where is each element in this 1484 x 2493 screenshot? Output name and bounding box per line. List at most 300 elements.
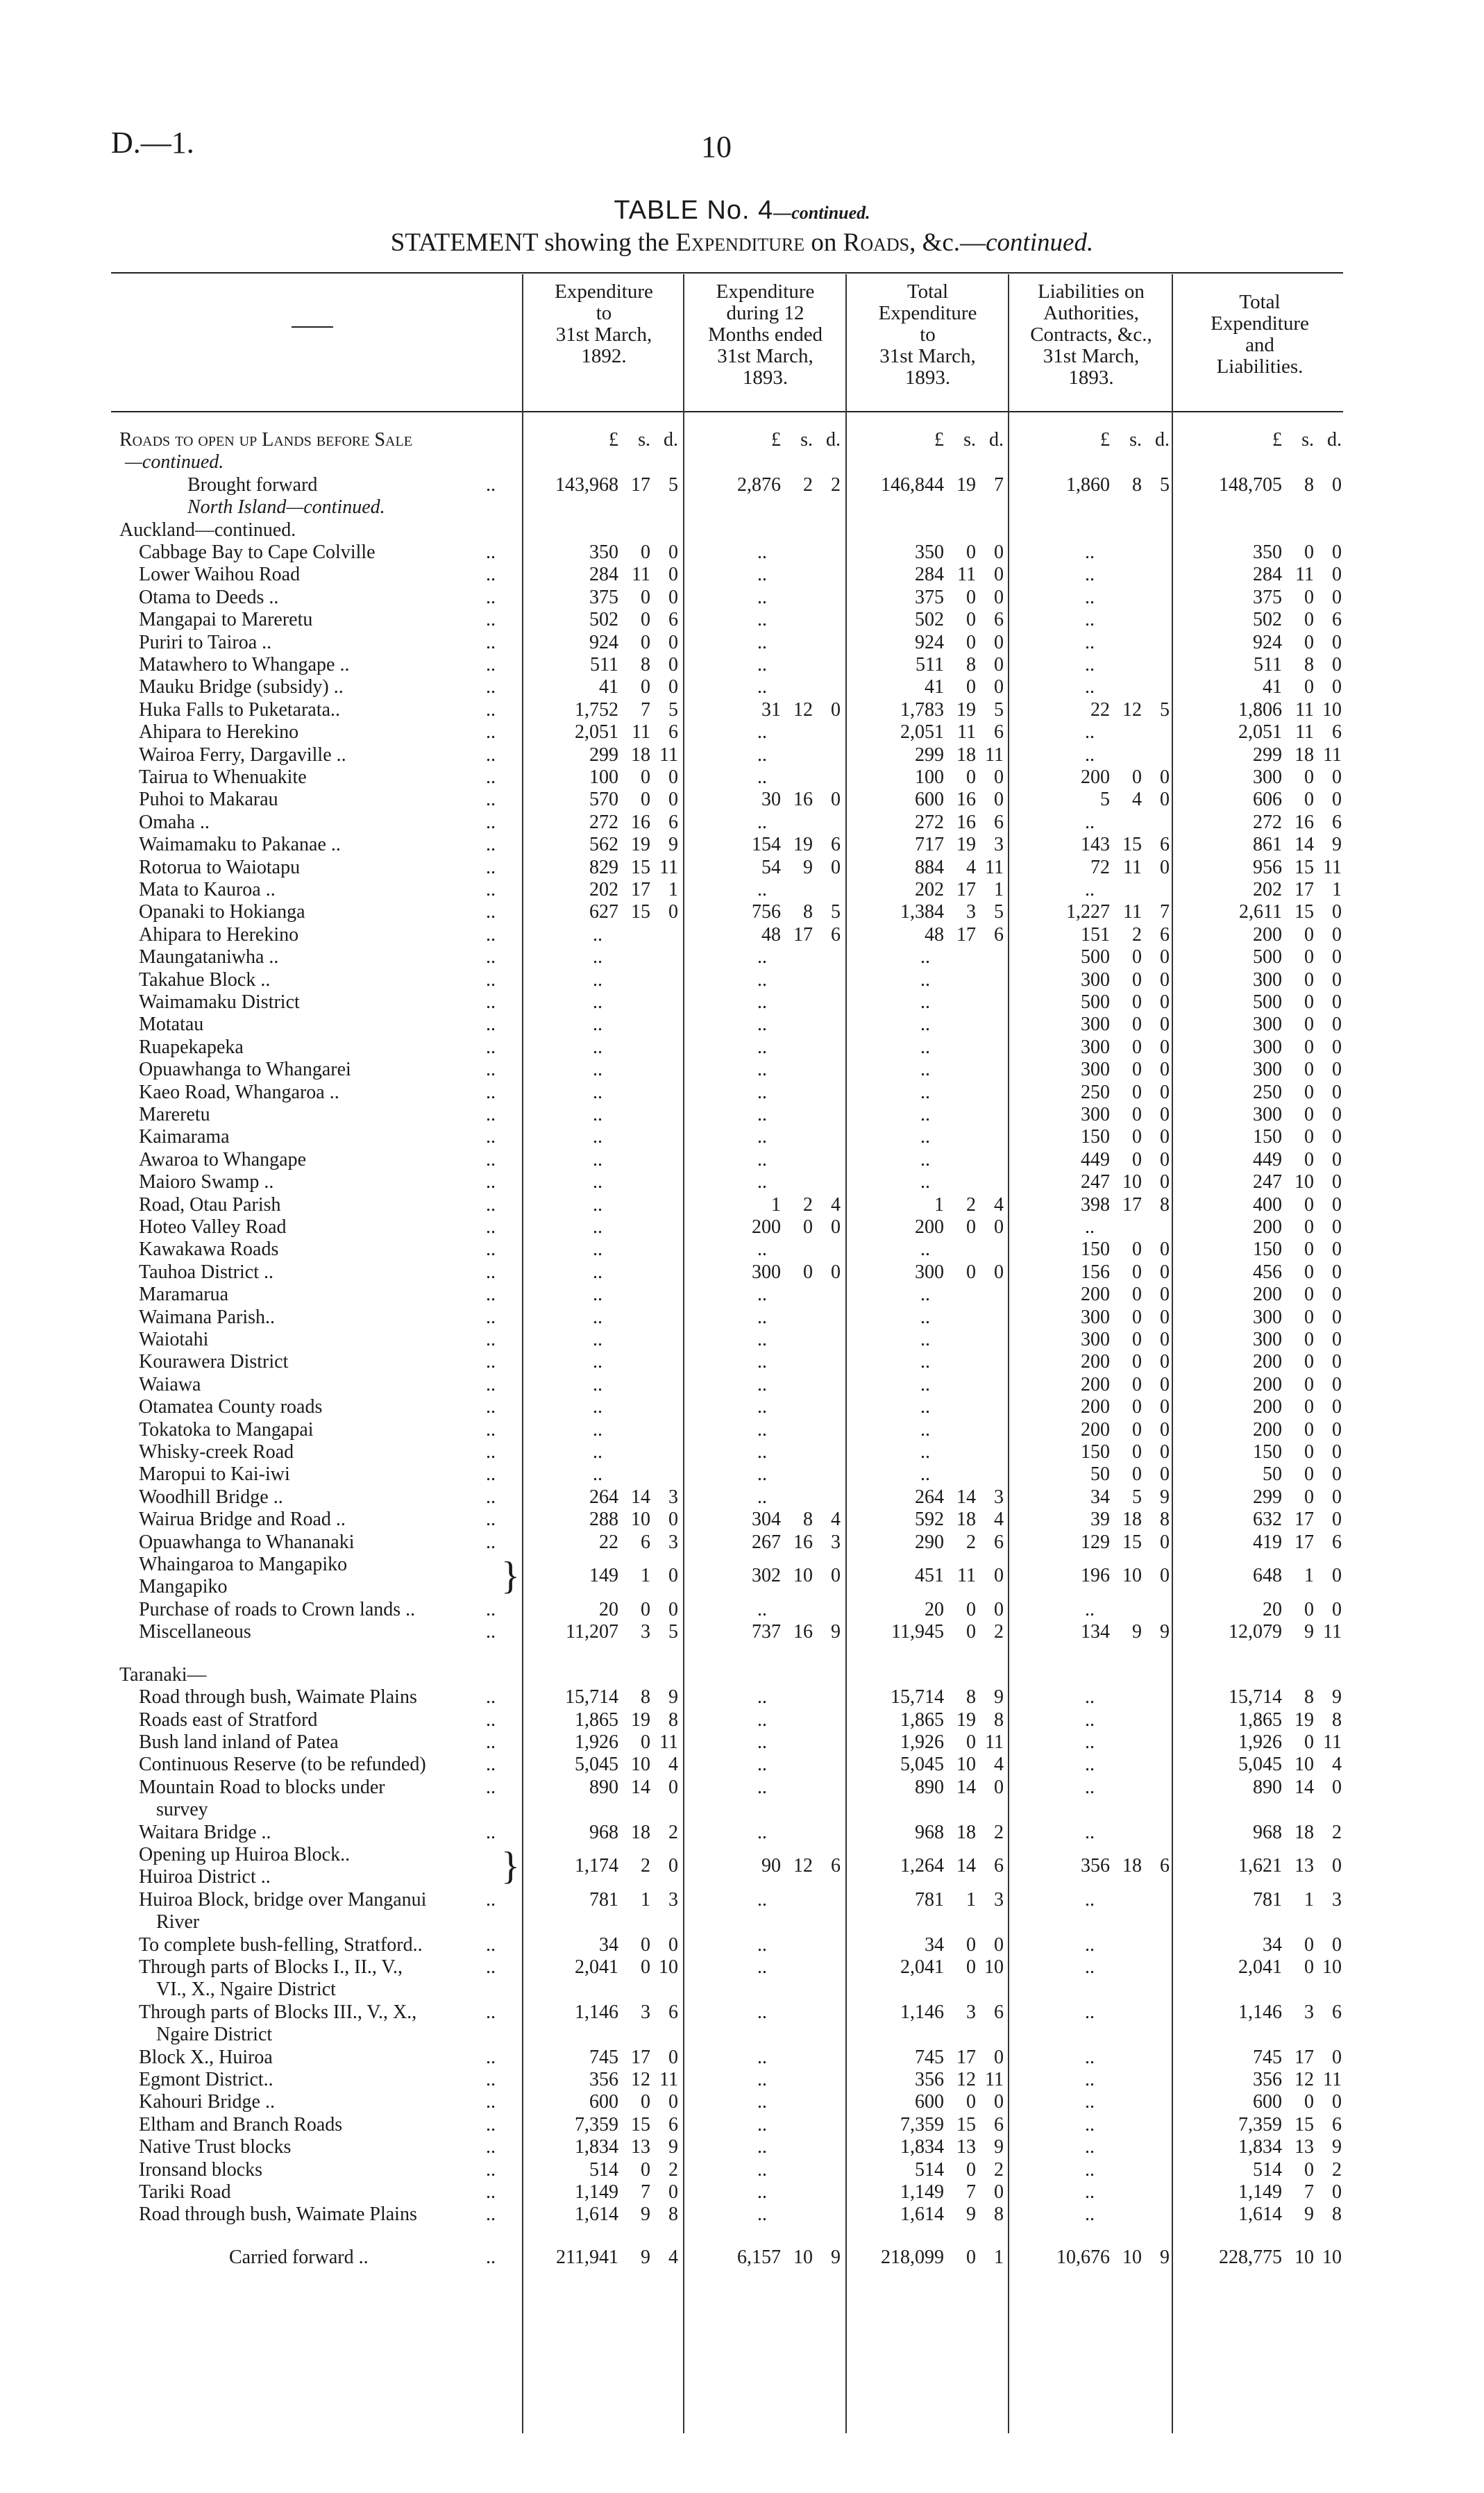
amount-cell bbox=[1177, 1822, 1342, 1844]
nil-cell: .. bbox=[920, 1149, 930, 1170]
pounds: £ bbox=[609, 429, 618, 451]
row-label: Kahouri Bridge .. bbox=[139, 2091, 275, 2113]
label-column-dash bbox=[292, 326, 333, 328]
amount-cell bbox=[1177, 2136, 1342, 2158]
shillings: 0 bbox=[966, 766, 976, 788]
shillings: 19 bbox=[631, 834, 650, 855]
amount-cell bbox=[1177, 2069, 1342, 2091]
table-row bbox=[0, 766, 1484, 789]
pounds: 54 bbox=[761, 857, 781, 878]
pence: 6 bbox=[1332, 1531, 1342, 1553]
pounds: 39 bbox=[1090, 1509, 1110, 1530]
pence: 11 bbox=[1323, 2069, 1342, 2090]
amount-cell bbox=[1010, 1509, 1170, 1531]
row-label: Tokatoka to Mangapai bbox=[139, 1419, 314, 1441]
pence: 0 bbox=[1160, 1565, 1170, 1586]
nil-cell: .. bbox=[757, 969, 767, 991]
pence: 0 bbox=[1332, 969, 1342, 991]
pounds: 1,146 bbox=[1238, 2001, 1282, 2023]
pence: 0 bbox=[1332, 1126, 1342, 1148]
pence: 0 bbox=[1332, 789, 1342, 810]
pounds: 1,146 bbox=[575, 2001, 618, 2023]
nil-cell: .. bbox=[757, 2136, 767, 2158]
amount-cell bbox=[517, 1565, 678, 1587]
pounds: 50 bbox=[1090, 1463, 1110, 1485]
nil-cell: .. bbox=[757, 676, 767, 698]
column-rule bbox=[1172, 274, 1173, 2433]
amount-cell bbox=[1177, 474, 1342, 496]
nil-cell: .. bbox=[1085, 1956, 1095, 1978]
pounds: 129 bbox=[1081, 1531, 1110, 1553]
shillings: 0 bbox=[1132, 969, 1142, 991]
amount-cell bbox=[517, 2247, 678, 2269]
nil-cell: .. bbox=[757, 1059, 767, 1080]
pounds: 375 bbox=[915, 587, 944, 608]
pounds: 247 bbox=[1081, 1171, 1110, 1193]
pounds: 884 bbox=[915, 857, 944, 878]
amount-cell bbox=[517, 2181, 678, 2204]
pounds: 1,614 bbox=[1238, 2204, 1282, 2225]
pence: 2 bbox=[668, 2159, 678, 2181]
shillings: 0 bbox=[966, 2091, 976, 2113]
pence: 6 bbox=[1332, 2114, 1342, 2135]
shillings: 0 bbox=[1304, 969, 1314, 991]
amount-cell bbox=[1177, 1171, 1342, 1193]
pounds: 781 bbox=[1253, 1889, 1282, 1911]
table-row bbox=[0, 1799, 1484, 1821]
nil-cell: .. bbox=[757, 1374, 767, 1395]
amount-cell bbox=[847, 2159, 1004, 2181]
pence: 0 bbox=[1160, 1419, 1170, 1441]
column-rule bbox=[683, 274, 684, 2433]
row-label: Wairoa Ferry, Dargaville .. bbox=[139, 744, 346, 766]
pence: 0 bbox=[1332, 1104, 1342, 1125]
pounds: 284 bbox=[915, 564, 944, 585]
amount-cell bbox=[1177, 1284, 1342, 1306]
leader-dots: .. bbox=[486, 1284, 496, 1305]
shillings: 16 bbox=[793, 789, 813, 810]
leader-dots: .. bbox=[486, 699, 496, 721]
amount-cell bbox=[847, 1565, 1004, 1587]
pounds: 451 bbox=[915, 1565, 944, 1586]
amount-cell bbox=[847, 857, 1004, 879]
pence: 0 bbox=[1332, 1486, 1342, 1508]
pence: 0 bbox=[1332, 1149, 1342, 1170]
amount-cell bbox=[1177, 564, 1342, 586]
amount-cell bbox=[517, 1754, 678, 1776]
pence: 9 bbox=[668, 1686, 678, 1708]
shillings: 2 bbox=[1132, 924, 1142, 946]
shillings: 0 bbox=[1304, 542, 1314, 563]
row-label: Whisky-creek Road bbox=[139, 1441, 294, 1463]
shillings: 0 bbox=[1304, 1261, 1314, 1283]
nil-cell: .. bbox=[920, 1351, 930, 1373]
statement-text: continued. bbox=[986, 228, 1094, 257]
pence: 0 bbox=[1332, 1261, 1342, 1283]
row-label: North Island—continued. bbox=[187, 496, 385, 518]
row-label: Kawakawa Roads bbox=[139, 1239, 279, 1260]
column-header-line: to bbox=[920, 324, 936, 346]
table-row bbox=[0, 676, 1484, 698]
leader-dots: .. bbox=[486, 654, 496, 675]
shillings: 8 bbox=[1304, 1686, 1314, 1708]
shillings: 0 bbox=[1304, 1731, 1314, 1753]
column-header-line: Expenditure bbox=[1211, 312, 1309, 335]
pence: 0 bbox=[1332, 1082, 1342, 1103]
shillings: 15 bbox=[1295, 2114, 1314, 2135]
shillings: 0 bbox=[1304, 1194, 1314, 1216]
nil-cell: .. bbox=[920, 1239, 930, 1260]
amount-cell bbox=[684, 789, 841, 811]
pounds: 20 bbox=[925, 1599, 944, 1620]
pounds: 200 bbox=[1253, 1216, 1282, 1238]
pence: 9 bbox=[1332, 2136, 1342, 2158]
amount-cell bbox=[1177, 1441, 1342, 1463]
pence: 0 bbox=[1160, 1463, 1170, 1485]
nil-cell: .. bbox=[757, 1014, 767, 1035]
shillings: 12 bbox=[956, 2069, 976, 2090]
pence: 9 bbox=[668, 834, 678, 855]
pounds: 202 bbox=[1253, 879, 1282, 900]
pence: 0 bbox=[1332, 946, 1342, 968]
table-row bbox=[0, 1441, 1484, 1463]
pounds: 924 bbox=[915, 632, 944, 653]
row-label: Carried forward .. bbox=[229, 2247, 369, 2268]
pounds: 146,844 bbox=[881, 474, 944, 496]
column-header-line: 1892. bbox=[581, 345, 627, 367]
nil-cell: .. bbox=[593, 1284, 602, 1305]
pounds: 300 bbox=[915, 1261, 944, 1283]
shillings: 0 bbox=[641, 542, 650, 563]
amount-cell bbox=[517, 1822, 678, 1844]
shillings: 0 bbox=[966, 587, 976, 608]
pence: 0 bbox=[1332, 1329, 1342, 1350]
shillings: 9 bbox=[1304, 2204, 1314, 2225]
pounds: 200 bbox=[752, 1216, 781, 1238]
shillings: 0 bbox=[641, 609, 650, 630]
brace-mark: } bbox=[501, 1845, 520, 1888]
pounds: 5,045 bbox=[900, 1754, 944, 1775]
amount-cell bbox=[517, 2204, 678, 2226]
nil-cell: .. bbox=[1085, 744, 1095, 766]
amount-cell bbox=[847, 1855, 1004, 1877]
amount-cell bbox=[1010, 991, 1170, 1014]
shillings: 10 bbox=[631, 1754, 650, 1775]
nil-cell: .. bbox=[757, 812, 767, 833]
shillings: 0 bbox=[1304, 1239, 1314, 1260]
amount-cell bbox=[1010, 1621, 1170, 1643]
leader-dots: .. bbox=[486, 1463, 496, 1485]
table-row bbox=[0, 1216, 1484, 1239]
pence: 0 bbox=[1160, 1261, 1170, 1283]
shillings: 15 bbox=[1295, 901, 1314, 923]
shillings: 0 bbox=[803, 1261, 813, 1283]
row-label: Roads east of Stratford bbox=[139, 1709, 318, 1731]
table-row bbox=[0, 1486, 1484, 1509]
pence: 8 bbox=[1160, 1509, 1170, 1530]
shillings: 0 bbox=[1132, 946, 1142, 968]
shillings: 8 bbox=[966, 654, 976, 675]
shillings: 18 bbox=[1122, 1855, 1142, 1877]
nil-cell: .. bbox=[920, 1374, 930, 1395]
column-header-line: and bbox=[1245, 334, 1274, 356]
pence: 2 bbox=[994, 2159, 1004, 2181]
nil-cell: .. bbox=[920, 1396, 930, 1418]
shillings: 14 bbox=[956, 1855, 976, 1877]
row-label: Lower Waihou Road bbox=[139, 564, 301, 585]
amount-cell bbox=[1177, 542, 1342, 564]
row-label: Opuawhanga to Whangarei bbox=[139, 1059, 351, 1080]
leader-dots: .. bbox=[486, 879, 496, 900]
row-label: Block X., Huiroa bbox=[139, 2047, 273, 2068]
pence: 2 bbox=[994, 1621, 1004, 1643]
table-row bbox=[0, 1036, 1484, 1059]
shillings: 0 bbox=[966, 2159, 976, 2181]
table-row bbox=[0, 1686, 1484, 1709]
pence: 3 bbox=[994, 1486, 1004, 1508]
row-label: River bbox=[156, 1911, 200, 1933]
leader-dots: .. bbox=[486, 969, 496, 991]
row-label: Awaroa to Whangape bbox=[139, 1149, 307, 1170]
table-row bbox=[0, 1889, 1484, 1911]
pounds: 745 bbox=[915, 2047, 944, 2068]
statement-text: , &c.— bbox=[909, 228, 986, 257]
leader-dots: .. bbox=[486, 1036, 496, 1058]
pence: 8 bbox=[1160, 1194, 1170, 1216]
amount-cell bbox=[1177, 834, 1342, 856]
amount-cell bbox=[517, 1531, 678, 1554]
amount-cell bbox=[1010, 1329, 1170, 1351]
nil-cell: .. bbox=[593, 924, 602, 946]
leader-dots: .. bbox=[486, 1934, 496, 1956]
shillings: 10 bbox=[631, 1509, 650, 1530]
pounds: 627 bbox=[589, 901, 618, 923]
amount-cell bbox=[517, 1486, 678, 1509]
shillings: 9 bbox=[1304, 1621, 1314, 1643]
pounds: 300 bbox=[1253, 1329, 1282, 1350]
nil-cell: .. bbox=[1085, 654, 1095, 675]
row-label: VI., X., Ngaire District bbox=[156, 1979, 336, 2000]
shillings: 8 bbox=[641, 654, 650, 675]
amount-cell bbox=[684, 429, 841, 451]
amount-cell bbox=[1177, 1934, 1342, 1956]
pounds: 100 bbox=[589, 766, 618, 788]
nil-cell: .. bbox=[593, 1351, 602, 1373]
pounds: 1,264 bbox=[900, 1855, 944, 1877]
pounds: 34 bbox=[925, 1934, 944, 1956]
row-label: Opening up Huiroa Block.. bbox=[139, 1844, 351, 1865]
table-row bbox=[0, 587, 1484, 609]
pounds: 34 bbox=[1090, 1486, 1110, 1508]
pence: 0 bbox=[1332, 924, 1342, 946]
amount-cell bbox=[1177, 654, 1342, 676]
pence: 9 bbox=[1332, 1686, 1342, 1708]
shillings: 0 bbox=[1132, 1149, 1142, 1170]
pounds: 1,384 bbox=[900, 901, 944, 923]
pounds: 7,359 bbox=[900, 2114, 944, 2135]
pounds: 150 bbox=[1081, 1126, 1110, 1148]
pounds: 890 bbox=[915, 1777, 944, 1798]
shillings: 0 bbox=[1132, 1126, 1142, 1148]
amount-cell bbox=[847, 1956, 1004, 1979]
column-rule bbox=[845, 274, 847, 2433]
nil-cell: .. bbox=[1085, 2069, 1095, 2090]
pence: 0 bbox=[1160, 789, 1170, 810]
leader-dots: .. bbox=[486, 1059, 496, 1080]
pounds: 150 bbox=[1253, 1441, 1282, 1463]
nil-cell: .. bbox=[1085, 1216, 1095, 1238]
shillings: 13 bbox=[1295, 1855, 1314, 1877]
pence: 0 bbox=[1160, 1329, 1170, 1350]
nil-cell: .. bbox=[1085, 1822, 1095, 1843]
nil-cell: .. bbox=[593, 1216, 602, 1238]
shillings: 10 bbox=[793, 2247, 813, 2268]
pounds: 606 bbox=[1253, 789, 1282, 810]
amount-cell bbox=[1177, 1889, 1342, 1911]
row-label: Huiroa Block, bridge over Manganui bbox=[139, 1889, 427, 1911]
nil-cell: .. bbox=[757, 1731, 767, 1753]
amount-cell bbox=[1177, 1126, 1342, 1148]
amount-cell bbox=[1010, 1374, 1170, 1396]
nil-cell: .. bbox=[757, 1686, 767, 1708]
pence: 0 bbox=[668, 1777, 678, 1798]
amount-cell bbox=[1177, 1059, 1342, 1081]
row-label: Maramarua bbox=[139, 1284, 229, 1305]
shillings: 0 bbox=[1132, 1104, 1142, 1125]
pence: 10 bbox=[1322, 2247, 1342, 2268]
amount-cell bbox=[1177, 946, 1342, 968]
amount-cell bbox=[1177, 1149, 1342, 1171]
pence: 0 bbox=[1160, 1104, 1170, 1125]
amount-cell bbox=[1010, 1486, 1170, 1509]
row-label: Mareretu bbox=[139, 1104, 210, 1125]
pounds: 356 bbox=[589, 2069, 618, 2090]
amount-cell bbox=[847, 542, 1004, 564]
leader-dots: .. bbox=[486, 1956, 496, 1978]
row-label: Rotorua to Waiotapu bbox=[139, 857, 301, 878]
pounds: 1,834 bbox=[575, 2136, 618, 2158]
pounds: 2,051 bbox=[575, 721, 618, 743]
nil-cell: .. bbox=[593, 946, 602, 968]
leader-dots: .. bbox=[486, 789, 496, 810]
pounds: 745 bbox=[1253, 2047, 1282, 2068]
row-label: Ironsand blocks bbox=[139, 2159, 263, 2181]
shillings: 19 bbox=[956, 1709, 976, 1731]
leader-dots: .. bbox=[486, 1731, 496, 1753]
amount-cell bbox=[517, 1855, 678, 1877]
leader-dots: .. bbox=[486, 721, 496, 743]
row-label: Huiroa District .. bbox=[139, 1866, 271, 1888]
leader-dots: .. bbox=[486, 2047, 496, 2068]
pounds: 200 bbox=[1253, 1374, 1282, 1395]
amount-cell bbox=[1177, 632, 1342, 654]
leader-dots: .. bbox=[486, 2247, 496, 2268]
row-label: Otama to Deeds .. bbox=[139, 587, 279, 608]
nil-cell: .. bbox=[1085, 676, 1095, 698]
pounds: 284 bbox=[589, 564, 618, 585]
pounds: 196 bbox=[1081, 1565, 1110, 1586]
amount-cell bbox=[1010, 699, 1170, 721]
pence: 0 bbox=[994, 542, 1004, 563]
pounds: 156 bbox=[1081, 1261, 1110, 1283]
pounds: 1,806 bbox=[1238, 699, 1282, 721]
pounds: 456 bbox=[1253, 1261, 1282, 1283]
pence: 0 bbox=[668, 789, 678, 810]
amount-cell bbox=[1177, 1261, 1342, 1284]
amount-cell bbox=[1010, 766, 1170, 789]
pounds: 20 bbox=[1263, 1599, 1282, 1620]
shillings: 2 bbox=[966, 1194, 976, 1216]
shillings: 15 bbox=[956, 2114, 976, 2135]
pounds: 419 bbox=[1253, 1531, 1282, 1553]
pence: 2 bbox=[1332, 1822, 1342, 1843]
amount-cell bbox=[847, 632, 1004, 654]
amount-cell bbox=[1177, 1419, 1342, 1441]
shillings: 12 bbox=[1295, 2069, 1314, 2090]
pence: 0 bbox=[668, 654, 678, 675]
amount-cell bbox=[847, 2181, 1004, 2204]
amount-cell bbox=[847, 1531, 1004, 1554]
row-label: Kourawera District bbox=[139, 1351, 289, 1373]
pence: 3 bbox=[668, 1531, 678, 1553]
leader-dots: .. bbox=[486, 1686, 496, 1708]
pounds: 1,834 bbox=[1238, 2136, 1282, 2158]
pence: 0 bbox=[668, 1509, 678, 1530]
shillings: 0 bbox=[1132, 1261, 1142, 1283]
pence: 0 bbox=[1332, 901, 1342, 923]
amount-cell bbox=[517, 834, 678, 856]
shillings: 2 bbox=[803, 474, 813, 496]
table-row bbox=[0, 1329, 1484, 1351]
shillings: 0 bbox=[1304, 1059, 1314, 1080]
leader-dots: .. bbox=[486, 834, 496, 855]
row-label: Roads to open up Lands before Sale bbox=[119, 429, 412, 451]
shillings: 8 bbox=[1304, 474, 1314, 496]
pounds: 514 bbox=[589, 2159, 618, 2181]
leader-dots: .. bbox=[486, 587, 496, 608]
pounds: 200 bbox=[915, 1216, 944, 1238]
shillings: 0 bbox=[1304, 2091, 1314, 2113]
amount-cell bbox=[517, 2136, 678, 2158]
amount-cell bbox=[517, 812, 678, 834]
nil-cell: .. bbox=[593, 1441, 602, 1463]
shillings: 17 bbox=[631, 2047, 650, 2068]
table-row bbox=[0, 1822, 1484, 1844]
pence: 0 bbox=[994, 676, 1004, 698]
nil-cell: .. bbox=[1085, 812, 1095, 833]
pounds: 284 bbox=[1253, 564, 1282, 585]
row-label: Road, Otau Parish bbox=[139, 1194, 281, 1216]
pounds: 350 bbox=[1253, 542, 1282, 563]
pence: 0 bbox=[1332, 2047, 1342, 2068]
shillings: 14 bbox=[956, 1486, 976, 1508]
pence: 6 bbox=[994, 609, 1004, 630]
shillings: 0 bbox=[1304, 676, 1314, 698]
amount-cell bbox=[1177, 1216, 1342, 1239]
pounds: 200 bbox=[1081, 1284, 1110, 1305]
shillings: 12 bbox=[631, 2069, 650, 2090]
table-row bbox=[0, 496, 1484, 519]
shillings: 19 bbox=[1295, 1709, 1314, 1731]
pounds: 300 bbox=[1253, 1036, 1282, 1058]
pounds: 1,926 bbox=[575, 1731, 618, 1753]
shillings: 8 bbox=[803, 901, 813, 923]
nil-cell: .. bbox=[593, 1171, 602, 1193]
pence: 0 bbox=[1160, 991, 1170, 1013]
amount-cell bbox=[517, 1509, 678, 1531]
row-label: Opanaki to Hokianga bbox=[139, 901, 305, 923]
leader-dots: .. bbox=[486, 2091, 496, 2113]
